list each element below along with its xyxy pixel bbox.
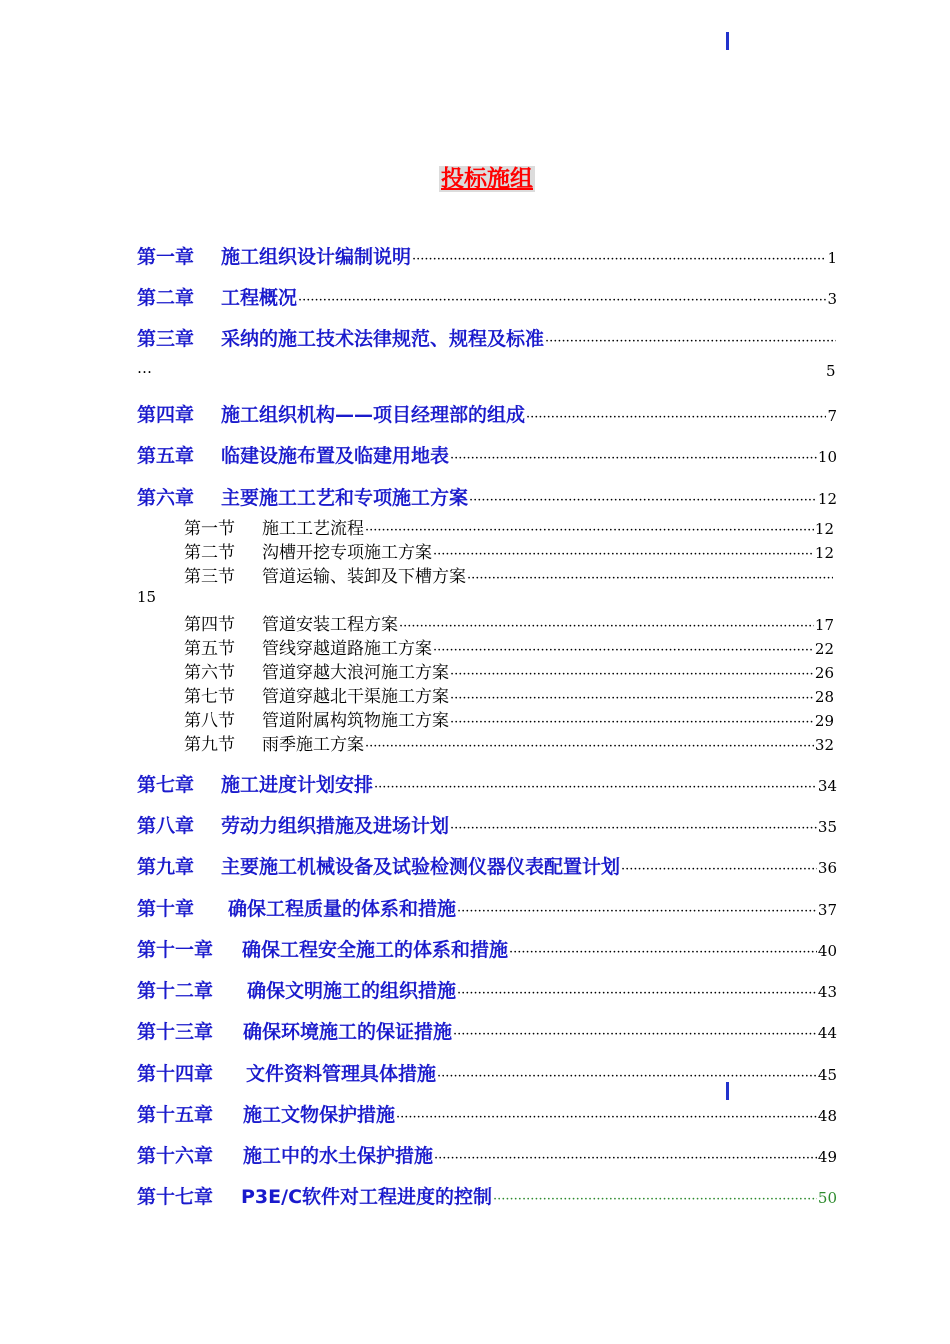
toc-section-7[interactable] (184, 682, 834, 707)
chapter-title: 临建设施布置及临建用地表 (221, 445, 450, 467)
section-number: 第六节 (184, 663, 235, 683)
chapter-number: 第十五章 (137, 1104, 214, 1126)
toc-chapter-12[interactable] (137, 976, 837, 1003)
wrapped-leader: … (137, 359, 152, 377)
section-title: 沟槽开挖专项施工方案 (262, 543, 432, 563)
section-number: 第八节 (184, 711, 235, 731)
chapter-number: 第十二章 (137, 980, 214, 1002)
dot-leader (396, 1110, 817, 1125)
section-title: 管道附属构筑物施工方案 (262, 711, 449, 731)
toc-section-8[interactable] (184, 706, 834, 731)
page-number: 15 (137, 588, 157, 606)
dot-leader (457, 986, 817, 1001)
chapter-number: 第一章 (137, 246, 195, 268)
chapter-number: 第九章 (137, 856, 195, 878)
page-number: 32 (814, 736, 834, 754)
dot-leader (457, 904, 817, 919)
chapter-title: 施工文物保护措施 (243, 1104, 396, 1126)
toc-chapter-15[interactable] (137, 1100, 837, 1127)
chapter-number: 第十三章 (137, 1021, 214, 1043)
page-number: 34 (817, 777, 837, 795)
toc-section-6[interactable] (184, 658, 834, 683)
toc-chapter-7[interactable] (137, 770, 837, 797)
dot-leader (450, 691, 814, 706)
section-title: 管线穿越道路施工方案 (262, 639, 432, 659)
page-number: 22 (814, 640, 834, 658)
toc-chapter-8[interactable] (137, 811, 837, 838)
dot-leader (374, 780, 817, 795)
section-number: 第二节 (184, 543, 235, 563)
page-number: 10 (817, 448, 837, 466)
dot-leader (298, 293, 826, 308)
page-number: 44 (817, 1024, 837, 1042)
chapter-number: 第十七章 (137, 1186, 214, 1208)
chapter-title: 确保环境施工的保证措施 (243, 1021, 453, 1043)
toc-chapter-17[interactable] (137, 1182, 837, 1209)
page-number: 28 (814, 688, 834, 706)
toc-section-1[interactable] (184, 514, 834, 539)
section-number: 第五节 (184, 639, 235, 659)
dot-leader (467, 571, 833, 586)
page-number: 40 (817, 942, 837, 960)
page-number: 37 (817, 901, 837, 919)
section-number: 第三节 (184, 567, 235, 587)
dot-leader (433, 547, 814, 562)
dot-leader (365, 739, 814, 754)
dot-leader (621, 862, 817, 877)
dot-leader (437, 1069, 817, 1084)
section-number: 第一节 (184, 519, 235, 539)
chapter-number: 第五章 (137, 445, 195, 467)
page-number: 26 (814, 664, 834, 682)
dot-leader (450, 821, 817, 836)
page-number: 17 (814, 616, 834, 634)
chapter-number: 第十六章 (137, 1145, 214, 1167)
chapter-number: 第十一章 (137, 939, 214, 961)
section-title: 施工工艺流程 (262, 519, 364, 539)
toc-section-9[interactable] (184, 730, 834, 755)
page-number: 43 (817, 983, 837, 1001)
chapter-title: 施工中的水土保护措施 (243, 1145, 434, 1167)
page-number: 49 (817, 1148, 837, 1166)
dot-leader (450, 715, 814, 730)
page-number: 5 (826, 362, 836, 380)
toc-chapter-3[interactable] (137, 324, 837, 351)
dot-leader (453, 1027, 817, 1042)
chapter-title: 施工进度计划安排 (221, 774, 374, 796)
dot-leader (526, 410, 826, 425)
chapter-title: P3E/C软件对工程进度的控制 (241, 1186, 493, 1208)
chapter-title: 施工组织机构——项目经理部的组成 (221, 404, 526, 426)
toc-section-5[interactable] (184, 634, 834, 659)
chapter-title: 主要施工机械设备及试验检测仪器仪表配置计划 (221, 856, 621, 878)
chapter-number: 第六章 (137, 487, 195, 509)
page-number: 12 (814, 520, 834, 538)
dot-leader (450, 451, 817, 466)
page-number: 48 (817, 1107, 837, 1125)
toc-chapter-5[interactable] (137, 441, 837, 468)
toc-chapter-6[interactable] (137, 483, 837, 510)
chapter-title: 工程概况 (221, 287, 298, 309)
section-title: 雨季施工方案 (262, 735, 364, 755)
toc-chapter-10[interactable] (137, 894, 837, 921)
section-title: 管道安装工程方案 (262, 615, 398, 635)
dot-leader (433, 643, 814, 658)
page-number: 29 (814, 712, 834, 730)
chapter-title: 确保文明施工的组织措施 (247, 980, 457, 1002)
dot-leader (434, 1151, 817, 1166)
dot-leader (399, 619, 814, 634)
toc-chapter-11[interactable] (137, 935, 837, 962)
dot-leader (493, 1192, 817, 1207)
chapter-number: 第四章 (137, 404, 195, 426)
page-number: 50 (817, 1189, 837, 1207)
section-title: 管道穿越大浪河施工方案 (262, 663, 449, 683)
page-number: 35 (817, 818, 837, 836)
dot-leader (450, 667, 814, 682)
toc-chapter-1[interactable] (137, 242, 837, 269)
section-number: 第四节 (184, 615, 235, 635)
chapter-number: 第十章 (137, 898, 195, 920)
dot-leader (509, 945, 817, 960)
toc-section-3[interactable] (184, 562, 834, 587)
toc-chapter-13[interactable] (137, 1017, 837, 1044)
toc-chapter-2[interactable] (137, 283, 837, 310)
toc-chapter-14[interactable] (137, 1059, 837, 1086)
dot-leader (365, 523, 814, 538)
chapter-number: 第二章 (137, 287, 195, 309)
section-title: 管道运输、装卸及下槽方案 (262, 567, 466, 587)
chapter-number: 第十四章 (137, 1063, 214, 1085)
section-number: 第七节 (184, 687, 235, 707)
dot-leader (412, 252, 826, 267)
toc-section-2[interactable] (184, 538, 834, 563)
chapter-title: 施工组织设计编制说明 (221, 246, 412, 268)
toc-chapter-4[interactable] (137, 400, 837, 427)
chapter-number: 第七章 (137, 774, 195, 796)
page-number: 12 (814, 544, 834, 562)
page-number: 3 (827, 290, 837, 308)
chapter-title: 文件资料管理具体措施 (246, 1063, 437, 1085)
page-number: 36 (817, 859, 837, 877)
page-number: 1 (827, 249, 837, 267)
chapter-title: 劳动力组织措施及进场计划 (221, 815, 450, 837)
dot-leader (469, 493, 817, 508)
dot-leader (545, 334, 836, 349)
document-title-text: 投标施组 (441, 166, 533, 192)
page-number: 12 (817, 490, 837, 508)
chapter-number: 第三章 (137, 328, 195, 350)
chapter-title: 确保工程安全施工的体系和措施 (242, 939, 509, 961)
chapter-title: 采纳的施工技术法律规范、规程及标准 (221, 328, 545, 350)
toc-chapter-9[interactable] (137, 852, 837, 879)
page-number: 7 (827, 407, 837, 425)
chapter-title: 主要施工工艺和专项施工方案 (221, 487, 469, 509)
page-number: 45 (817, 1066, 837, 1084)
toc-section-4[interactable] (184, 610, 834, 635)
section-number: 第九节 (184, 735, 235, 755)
section-title: 管道穿越北干渠施工方案 (262, 687, 449, 707)
chapter-title: 确保工程质量的体系和措施 (228, 898, 457, 920)
toc-chapter-16[interactable] (137, 1141, 837, 1168)
chapter-number: 第八章 (137, 815, 195, 837)
